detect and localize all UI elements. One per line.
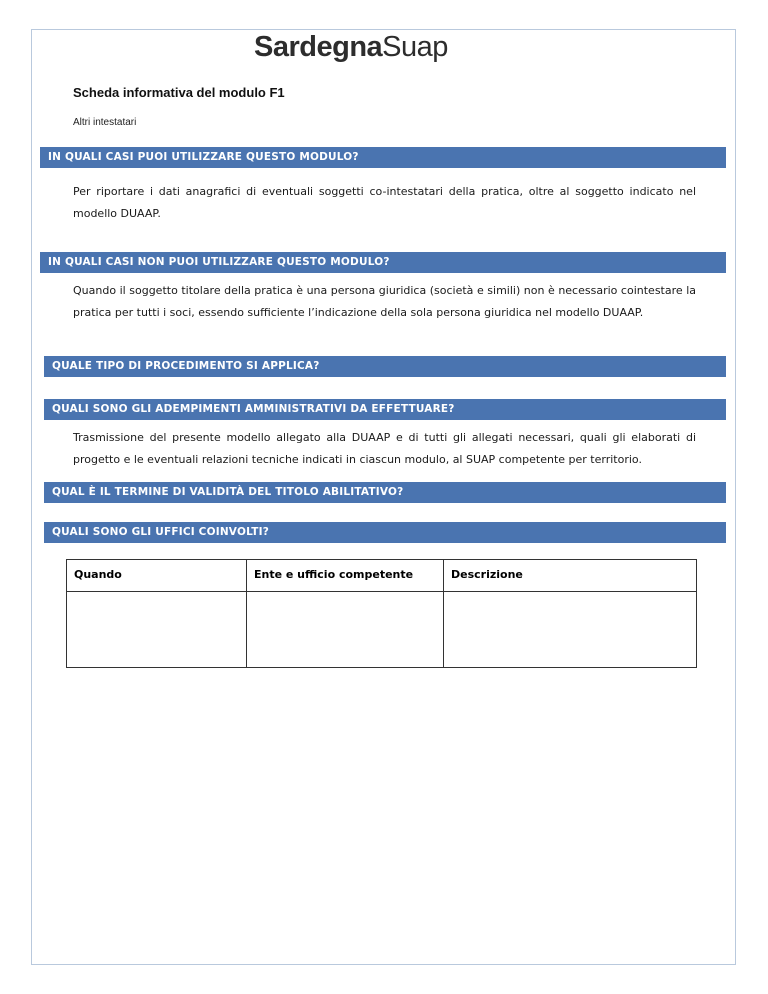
document-subtitle: Altri intestatari (73, 117, 137, 128)
document-title: Scheda informativa del modulo F1 (73, 85, 285, 100)
table-header-office: Ente e ufficio competente (247, 560, 444, 592)
offices-table (66, 559, 697, 668)
table-header-row (67, 560, 697, 592)
section-text-when-use: Per riportare i dati anagrafici di eventuali soggetti co-intestatari della pratica, oltre al soggetto indicato nel modello DUAAP. (73, 185, 696, 220)
section-heading-admin-obligations: QUALI SONO GLI ADEMPIMENTI AMMINISTRATIVI DA EFFETTUARE? (44, 399, 726, 420)
table-header-when: Quando (67, 560, 247, 592)
section-heading-when-use: IN QUALI CASI PUOI UTILIZZARE QUESTO MODULO? (40, 147, 726, 168)
section-heading-procedure-type: QUALE TIPO DI PROCEDIMENTO SI APPLICA? (44, 356, 726, 377)
sardegna-suap-logo (254, 31, 448, 64)
table-cell (444, 592, 697, 668)
table-cell (67, 592, 247, 668)
section-heading-offices-involved: QUALI SONO GLI UFFICI COINVOLTI? (44, 522, 726, 543)
logo-bold-text: Sardegna (254, 31, 383, 63)
logo-light-text: Suap (382, 31, 448, 63)
table-cell (247, 592, 444, 668)
section-text-admin-obligations: Trasmissione del presente modello allegato alla DUAAP e di tutti gli allegati necessari, quali gli elaborati di progetto e le eventuali relazioni tecniche indicati in ciascun modulo, al SUAP competente per territorio. (73, 431, 696, 466)
table-header-description: Descrizione (444, 560, 697, 592)
section-text-when-not-use: Quando il soggetto titolare della pratica è una persona giuridica (società e simili) non è necessario cointestare la pratica per tutti i soci, essendo sufficiente l’indicazione della sola persona giuridica nel modello DUAAP. (73, 284, 696, 319)
section-heading-validity-term: QUAL È IL TERMINE DI VALIDITÀ DEL TITOLO ABILITATIVO? (44, 482, 726, 503)
section-heading-when-not-use: IN QUALI CASI NON PUOI UTILIZZARE QUESTO MODULO? (40, 252, 726, 273)
table-row (67, 592, 697, 668)
